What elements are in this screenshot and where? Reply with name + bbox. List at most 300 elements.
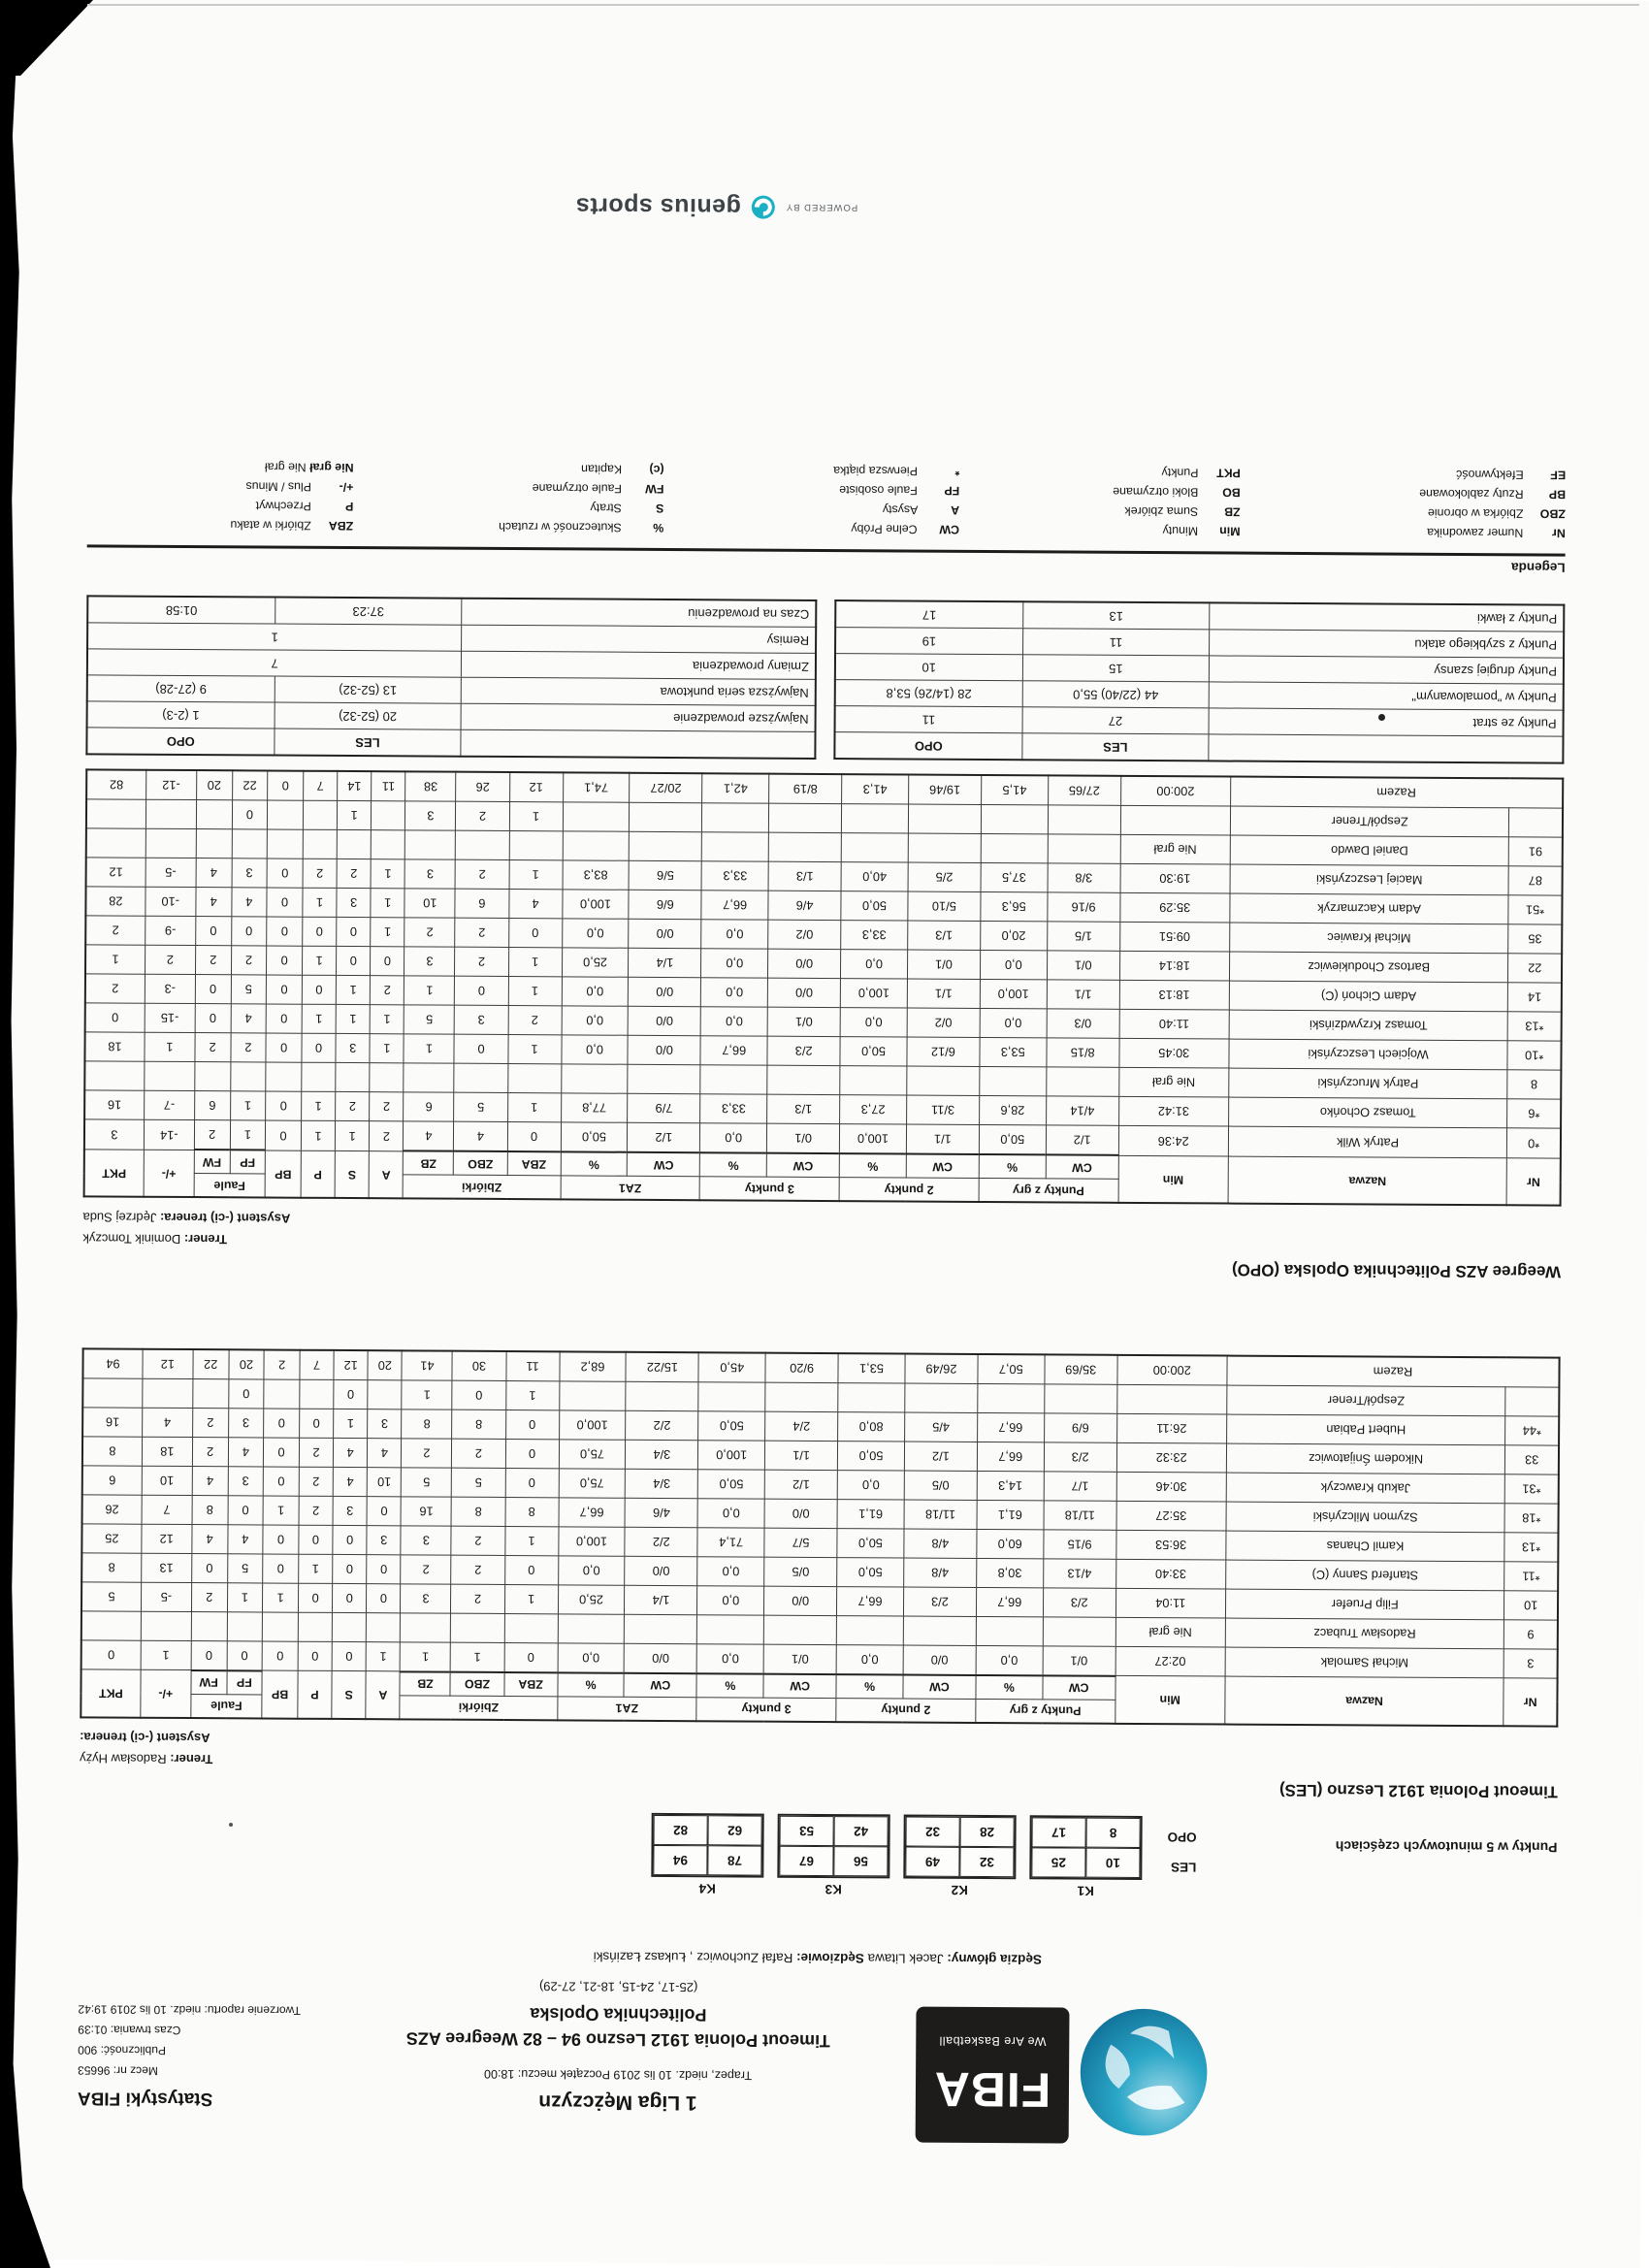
stat-cell: 1 — [508, 948, 562, 977]
empty-cell — [841, 833, 908, 862]
stat-cell: 2 — [370, 1092, 404, 1121]
sub-header: % — [561, 1152, 628, 1177]
stat-cell: 50,0 — [841, 891, 908, 921]
stat-cell: 100,0 — [698, 1440, 765, 1469]
total-stat-cell: 20 — [196, 770, 232, 800]
stat-cell: 0,0 — [562, 1006, 629, 1035]
stat-cell: 3 — [336, 1034, 370, 1063]
stat-cell: 2 — [455, 860, 508, 890]
team-section-LES — [80, 1347, 1561, 1800]
group-header: 3 punkty — [696, 1697, 836, 1721]
stat-cell: 1 — [504, 1584, 558, 1613]
stat-cell: 16 — [82, 1407, 143, 1436]
stat-cell: 0 — [334, 1379, 368, 1409]
player-name: Michał Krawiec — [1229, 923, 1508, 954]
stat-cell: 0,0 — [700, 1007, 767, 1036]
stat-cell — [765, 1382, 838, 1411]
summary-value-les: 44 (22/40) 55,0 — [1022, 681, 1210, 708]
player-name: Hubert Pabian — [1226, 1414, 1505, 1445]
stat-cell: 1/7 — [1044, 1472, 1116, 1501]
empty-cell — [509, 831, 563, 860]
legend-desc: Asysty — [882, 502, 922, 518]
quarter-score-cell: 42 — [834, 1816, 889, 1846]
duration: Czas trwania: 01:39 — [78, 2023, 181, 2037]
quarter-score-cell: 94 — [653, 1845, 707, 1875]
stat-cell: 50,0 — [840, 1037, 907, 1066]
stat-cell: 0 — [454, 1035, 507, 1064]
legend-desc: Zbiórka w obronie — [1427, 506, 1527, 521]
team-heading-LES: Timeout Polonia 1912 Leszno (LES) — [1278, 1780, 1558, 1801]
stat-cell: 0,0 — [558, 1555, 625, 1584]
quarter-score-cell: 32 — [959, 1847, 1014, 1877]
legend-abbr: +/- — [339, 480, 354, 495]
sub-header: % — [979, 1154, 1046, 1179]
stat-cell: 66,7 — [559, 1497, 626, 1526]
box-body — [81, 1348, 1560, 1678]
quarter-score-cell: 67 — [779, 1846, 833, 1876]
summary-row — [835, 654, 1564, 685]
stat-cell: 10 — [404, 889, 455, 918]
stat-cell: 33,3 — [700, 1094, 767, 1123]
stat-cell: 18 — [84, 1032, 145, 1061]
stat-cell: 3/11 — [906, 1095, 979, 1124]
summary-value-opo: 01:58 — [87, 597, 275, 625]
stat-cell: -14 — [144, 1120, 194, 1150]
total-stat-cell: 82 — [86, 770, 146, 800]
total-stat-cell: 27/65 — [1048, 776, 1120, 806]
match-title-line2: Politechnika Opolska — [530, 2004, 707, 2025]
stat-cell: 2 — [299, 1496, 333, 1525]
quarter-cells — [651, 1813, 763, 1878]
five-min-team-OPO: OPO — [1167, 1829, 1197, 1845]
stat-cell: 0/1 — [907, 950, 980, 979]
stat-cell: 0 — [367, 1583, 401, 1612]
sub-header: ZBA — [503, 1672, 557, 1697]
stat-cell: -5 — [141, 1582, 191, 1611]
stat-cell: 0 — [299, 1525, 333, 1554]
summary-row — [835, 680, 1564, 711]
legend-abbr: EF — [1550, 468, 1567, 483]
total-stat-cell: 12 — [334, 1350, 368, 1380]
empty-cell — [145, 1062, 195, 1091]
legend-item — [87, 518, 353, 534]
stat-cell: 50,0 — [698, 1410, 765, 1440]
match-title-line1: Timeout Polonia 1912 Leszno 94 – 82 Weegree AZS — [405, 2028, 830, 2052]
stat-cell: 0,0 — [836, 1644, 903, 1674]
stat-cell — [372, 801, 405, 830]
empty-cell — [232, 829, 268, 859]
stat-cell: 100,0 — [562, 890, 629, 919]
stat-cell: 0,0 — [980, 951, 1047, 980]
legend-item — [959, 484, 1241, 500]
coach-label: Trener: — [170, 1751, 213, 1766]
stat-cell: 0 — [505, 1409, 559, 1439]
stat-cell: 0 — [333, 1525, 367, 1554]
player-name: Tomasz Ochońko — [1228, 1097, 1507, 1128]
summary-row — [835, 628, 1564, 659]
stat-cell: 2 — [452, 1439, 505, 1468]
fiba-logo — [916, 2005, 1215, 2145]
stat-cell: 5 — [454, 1093, 507, 1122]
stat-cell: 0/1 — [767, 1124, 840, 1154]
summary-value-les: 13 — [1022, 602, 1210, 631]
stat-cell: 0 — [196, 917, 232, 946]
stat-cell: 100,0 — [839, 1124, 906, 1154]
stat-cell: 0 — [191, 1553, 227, 1582]
empty-cell — [227, 1611, 263, 1640]
stat-cell: 1 — [404, 976, 455, 1005]
stat-cell: 0 — [267, 859, 303, 888]
player-name: Szymon Milczyński — [1226, 1502, 1505, 1533]
empty-cell — [298, 1612, 332, 1641]
stat-cell: 0,0 — [976, 1645, 1043, 1675]
empty-cell — [504, 1613, 558, 1642]
empty-cell — [367, 1612, 401, 1641]
stat-cell: 30:46 — [1116, 1472, 1226, 1502]
summary-row — [87, 675, 816, 706]
legend-item — [353, 500, 663, 515]
empty-cell — [702, 832, 769, 861]
stat-cell: 1 — [402, 1379, 452, 1409]
player-name: Tomasz Krzywdziński — [1229, 1010, 1508, 1041]
stat-cell: 4 — [454, 1122, 507, 1152]
empty-cell — [1505, 1386, 1559, 1415]
stat-cell: 2 — [455, 948, 508, 977]
stat-cell: 1 — [336, 976, 370, 1005]
stat-cell: 2/3 — [903, 1587, 976, 1616]
stat-cell: 2 — [451, 1584, 504, 1613]
stat-cell: 1 — [370, 1034, 404, 1063]
empty-cell — [630, 832, 702, 861]
stat-cell: 0,0 — [837, 1470, 904, 1499]
col-header-min: Min — [1118, 1155, 1229, 1204]
stat-cell: 13 — [141, 1553, 191, 1582]
empty-cell — [561, 1064, 628, 1093]
total-stat-cell: 35/69 — [1045, 1354, 1117, 1384]
stat-cell: 0,0 — [562, 977, 629, 1006]
stat-cell: 0 — [267, 888, 303, 917]
stat-cell: 4 — [231, 1004, 267, 1033]
total-stat-cell: 9/20 — [765, 1352, 838, 1382]
stat-cell: 0 — [262, 1641, 298, 1671]
total-stat-cell: 7 — [300, 1349, 334, 1379]
stat-cell: 0 — [302, 1034, 336, 1063]
summary-value-les: 15 — [1022, 655, 1210, 682]
stat-cell: 0,0 — [701, 949, 768, 978]
summary-row — [835, 706, 1564, 737]
empty-cell — [456, 831, 509, 860]
stat-cell: 1 — [141, 1640, 191, 1670]
stat-cell: 0 — [505, 1468, 559, 1497]
stat-cell: 23:32 — [1116, 1442, 1226, 1473]
summary-value-opo: 1 (2-3) — [87, 701, 275, 729]
quarter-score-cell: 49 — [905, 1846, 959, 1876]
empty-cell — [768, 833, 841, 862]
stat-cell: 2 — [451, 1526, 504, 1555]
empty-cell — [81, 1610, 142, 1639]
stat-cell: 0 — [455, 977, 508, 1006]
stat-cell: 2 — [404, 918, 455, 947]
stat-cell: 0/0 — [764, 1586, 837, 1615]
sub-header: CW — [763, 1673, 836, 1698]
summary-label: Czas na prowadzeniu — [462, 599, 816, 628]
total-stat-cell: 7 — [304, 771, 338, 801]
stat-cell: 5 — [404, 1005, 455, 1034]
empty-cell — [836, 1615, 903, 1644]
total-stat-cell: 2 — [264, 1349, 300, 1379]
stat-cell: 40,0 — [841, 862, 908, 891]
legend-item — [353, 480, 663, 496]
stat-cell: 0/0 — [628, 1036, 700, 1065]
stat-cell: 100,0 — [558, 1526, 625, 1555]
legend-desc: Pierwsza piątka — [833, 464, 922, 479]
stat-cell: 0 — [507, 1122, 561, 1152]
legend-item — [1241, 505, 1566, 521]
sub-header: CW — [1043, 1675, 1116, 1700]
stat-cell: 8 — [402, 1409, 452, 1438]
stat-cell: 36:53 — [1116, 1530, 1225, 1560]
player-number: 33 — [1505, 1444, 1559, 1474]
attendance: Publiczność: 900 — [78, 2043, 166, 2057]
sub-header: ZB — [404, 1151, 454, 1176]
stat-cell: 4/13 — [1043, 1559, 1116, 1588]
total-stat-cell: 41,3 — [842, 775, 909, 805]
stat-cell: 8 — [451, 1497, 504, 1526]
legend-abbr: ZB — [1224, 504, 1241, 520]
group-header: Zbiórki — [404, 1175, 561, 1199]
total-stat-cell: 41 — [402, 1350, 452, 1380]
stat-cell: 71,4 — [697, 1527, 764, 1556]
empty-cell — [1046, 1067, 1118, 1096]
stat-cell: 1 — [505, 1380, 559, 1409]
stat-cell: 75,0 — [559, 1439, 626, 1468]
summary-row — [87, 701, 816, 732]
col-header-P: P — [301, 1150, 335, 1198]
summary-header-row — [834, 732, 1563, 763]
summary-row — [87, 649, 816, 680]
sub-header: CW — [903, 1674, 976, 1699]
stat-cell: 1 — [85, 945, 146, 974]
stat-cell: 2 — [456, 802, 509, 831]
stat-cell: 50,0 — [837, 1441, 904, 1470]
stat-cell: 2 — [299, 1467, 333, 1496]
venue-line: Trapez, niedz. 10 lis 2019 Początek meczu: 18:00 — [483, 2066, 753, 2083]
legend-desc: Minuty — [1162, 524, 1202, 538]
stat-cell: 9/15 — [1044, 1530, 1116, 1559]
stat-cell: 2 — [145, 946, 195, 975]
legend-desc: Bloki otrzymane — [1113, 485, 1202, 500]
stat-cell: 11:04 — [1116, 1588, 1225, 1618]
quarter-group-K3 — [777, 1814, 890, 1897]
stat-cell: 19:30 — [1120, 864, 1230, 894]
empty-cell — [195, 1062, 231, 1091]
stat-cell: 0 — [332, 1641, 366, 1671]
stat-cell: 0,0 — [558, 1642, 625, 1672]
stat-cell: 0 — [231, 917, 267, 946]
stat-cell: 4 — [192, 1466, 228, 1495]
empty-cell — [230, 1062, 266, 1091]
legend-desc: Punkty — [1161, 466, 1202, 480]
player-name: Adam Cichoń (C) — [1229, 981, 1508, 1012]
sub-header: % — [696, 1673, 763, 1698]
player-number: *31 — [1505, 1474, 1559, 1503]
legend-abbr: ZBO — [1539, 506, 1566, 522]
stat-cell: 2/3 — [1044, 1442, 1116, 1472]
stat-cell: 0 — [504, 1642, 558, 1672]
box-body — [84, 770, 1563, 1158]
empty-cell — [700, 1065, 767, 1094]
col-header-A: A — [369, 1151, 403, 1199]
sub-header: % — [976, 1675, 1043, 1700]
stat-cell: 0 — [264, 1438, 300, 1467]
stat-cell: 31:42 — [1118, 1097, 1228, 1127]
stat-cell: 3 — [84, 1119, 145, 1150]
total-stat-cell: 38 — [405, 772, 456, 802]
stat-cell: 50,0 — [837, 1528, 904, 1557]
box-score-OPO — [83, 769, 1565, 1207]
legend-abbr: Nie grał — [309, 461, 354, 475]
empty-cell — [303, 830, 337, 859]
summary-header-LES: LES — [1021, 733, 1209, 761]
stat-cell: 53,3 — [980, 1038, 1047, 1067]
stat-cell: 4 — [368, 1438, 402, 1467]
stat-cell: 2 — [230, 1033, 266, 1062]
stat-cell: 1 — [404, 1034, 454, 1063]
col-header-pkt: PKT — [84, 1150, 145, 1197]
stat-cell: 50,0 — [698, 1469, 765, 1498]
empty-cell — [401, 1612, 451, 1641]
stat-cell: 0 — [267, 917, 303, 946]
stat-cell: 0 — [267, 946, 303, 975]
legend-abbr: % — [653, 521, 664, 535]
stat-cell — [1044, 1384, 1116, 1413]
stat-cell: -7 — [144, 1091, 194, 1120]
sub-header: FW — [191, 1670, 227, 1695]
total-stat-cell: 41,5 — [981, 775, 1048, 805]
sub-header: % — [558, 1672, 625, 1697]
sub-header: CW — [628, 1152, 700, 1177]
legend-desc: Straty — [590, 501, 626, 516]
legend-abbr: PKT — [1216, 466, 1241, 481]
stat-cell: 4 — [142, 1408, 192, 1437]
stat-cell: 1 — [507, 1035, 561, 1064]
stat-cell: 1/4 — [629, 949, 701, 978]
player-number: 3 — [1504, 1648, 1558, 1678]
sub-header: CW — [906, 1154, 979, 1179]
summary-header-blank — [461, 730, 815, 760]
sub-header: FP — [226, 1670, 262, 1695]
stat-cell: 6/12 — [907, 1037, 980, 1066]
total-stat-cell: 15/22 — [626, 1351, 698, 1381]
team-row-label: Zespół/Trener — [1230, 806, 1509, 837]
stat-cell: 2 — [371, 976, 404, 1005]
legend-item — [959, 465, 1241, 480]
meta-lines — [78, 1998, 321, 2082]
stat-cell: 33,3 — [701, 861, 768, 891]
player-number: 35 — [1508, 924, 1562, 954]
player-number: *51 — [1508, 895, 1562, 924]
quarter-group-K1 — [1029, 1815, 1143, 1898]
stat-cell: 3 — [337, 889, 371, 918]
legend-item — [353, 519, 663, 535]
stat-cell: 14,3 — [977, 1471, 1044, 1500]
stat-cell: 0/2 — [768, 921, 841, 950]
stat-cell: 2 — [401, 1554, 451, 1583]
stat-cell: 60,0 — [977, 1529, 1044, 1558]
stat-cell: 1 — [302, 947, 336, 976]
quarter-group-K4 — [651, 1813, 764, 1896]
stat-cell: 2 — [191, 1582, 227, 1611]
stat-cell: 18:13 — [1119, 981, 1229, 1011]
stat-cell: 83,3 — [563, 860, 630, 890]
quarter-label: K4 — [698, 1881, 716, 1896]
player-name: Radosław Trubacz — [1225, 1618, 1504, 1649]
stat-cell: 5 — [231, 975, 267, 1004]
legend-item — [664, 463, 960, 478]
stat-cell: 0/1 — [1043, 1646, 1116, 1676]
stat-cell: 02:27 — [1116, 1646, 1225, 1676]
empty-cell — [1043, 1617, 1116, 1646]
stat-cell: 6 — [82, 1465, 143, 1494]
stat-cell — [143, 1378, 193, 1408]
stat-cell: 0 — [267, 975, 303, 1004]
player-number: 14 — [1508, 983, 1562, 1012]
stat-cell — [196, 800, 232, 829]
stat-cell: 0/1 — [767, 1008, 840, 1037]
stat-cell — [300, 1379, 334, 1409]
summary-value-opo: 11 — [835, 706, 1022, 733]
stat-cell: 4 — [508, 890, 562, 919]
stat-cell: 10 — [142, 1466, 192, 1495]
summary-tables — [85, 596, 1565, 764]
stat-cell: 4 — [333, 1467, 367, 1496]
stat-cell: 1 — [302, 1092, 336, 1121]
sub-header: FP — [230, 1150, 266, 1175]
col-header-BP: BP — [262, 1670, 298, 1718]
stat-cell: 0/1 — [763, 1644, 836, 1674]
referees: Rafał Zuchowicz , Łukasz Łaziński — [593, 1949, 793, 1965]
legend-abbr: (c) — [649, 463, 664, 477]
col-header-A: A — [366, 1671, 400, 1719]
legend-desc: Celne Próby — [851, 522, 922, 537]
stat-cell: 0 — [300, 1409, 334, 1438]
player-number: *0 — [1507, 1128, 1561, 1158]
stat-cell: 2 — [337, 859, 371, 889]
stat-cell: 4 — [228, 1437, 264, 1466]
stat-cell: 1 — [334, 1409, 368, 1438]
five-min-team-LES: LES — [1171, 1860, 1197, 1875]
stat-cell: 1 — [145, 1033, 195, 1062]
stat-cell — [702, 803, 769, 832]
player-name: Michał Samolak — [1225, 1647, 1504, 1678]
stat-cell: 4/6 — [768, 891, 841, 921]
stat-cell: 25,0 — [562, 948, 629, 977]
stat-cell — [698, 1381, 765, 1410]
col-header-BP: BP — [265, 1150, 301, 1198]
group-header: Punkty z gry — [979, 1179, 1118, 1203]
stat-cell: 0 — [195, 975, 231, 1004]
group-header: ZA1 — [561, 1176, 700, 1200]
stat-cell: 24:36 — [1118, 1126, 1228, 1156]
player-number: 9 — [1504, 1619, 1558, 1648]
stat-cell: 0/1 — [1047, 951, 1119, 980]
total-stat-cell: 74,1 — [563, 773, 630, 803]
empty-cell — [266, 1062, 302, 1091]
stat-cell: 8 — [192, 1495, 228, 1524]
stat-cell — [146, 800, 196, 829]
dnp-cell: Nie grał — [1116, 1617, 1225, 1647]
total-stat-cell: 42,1 — [702, 774, 769, 804]
